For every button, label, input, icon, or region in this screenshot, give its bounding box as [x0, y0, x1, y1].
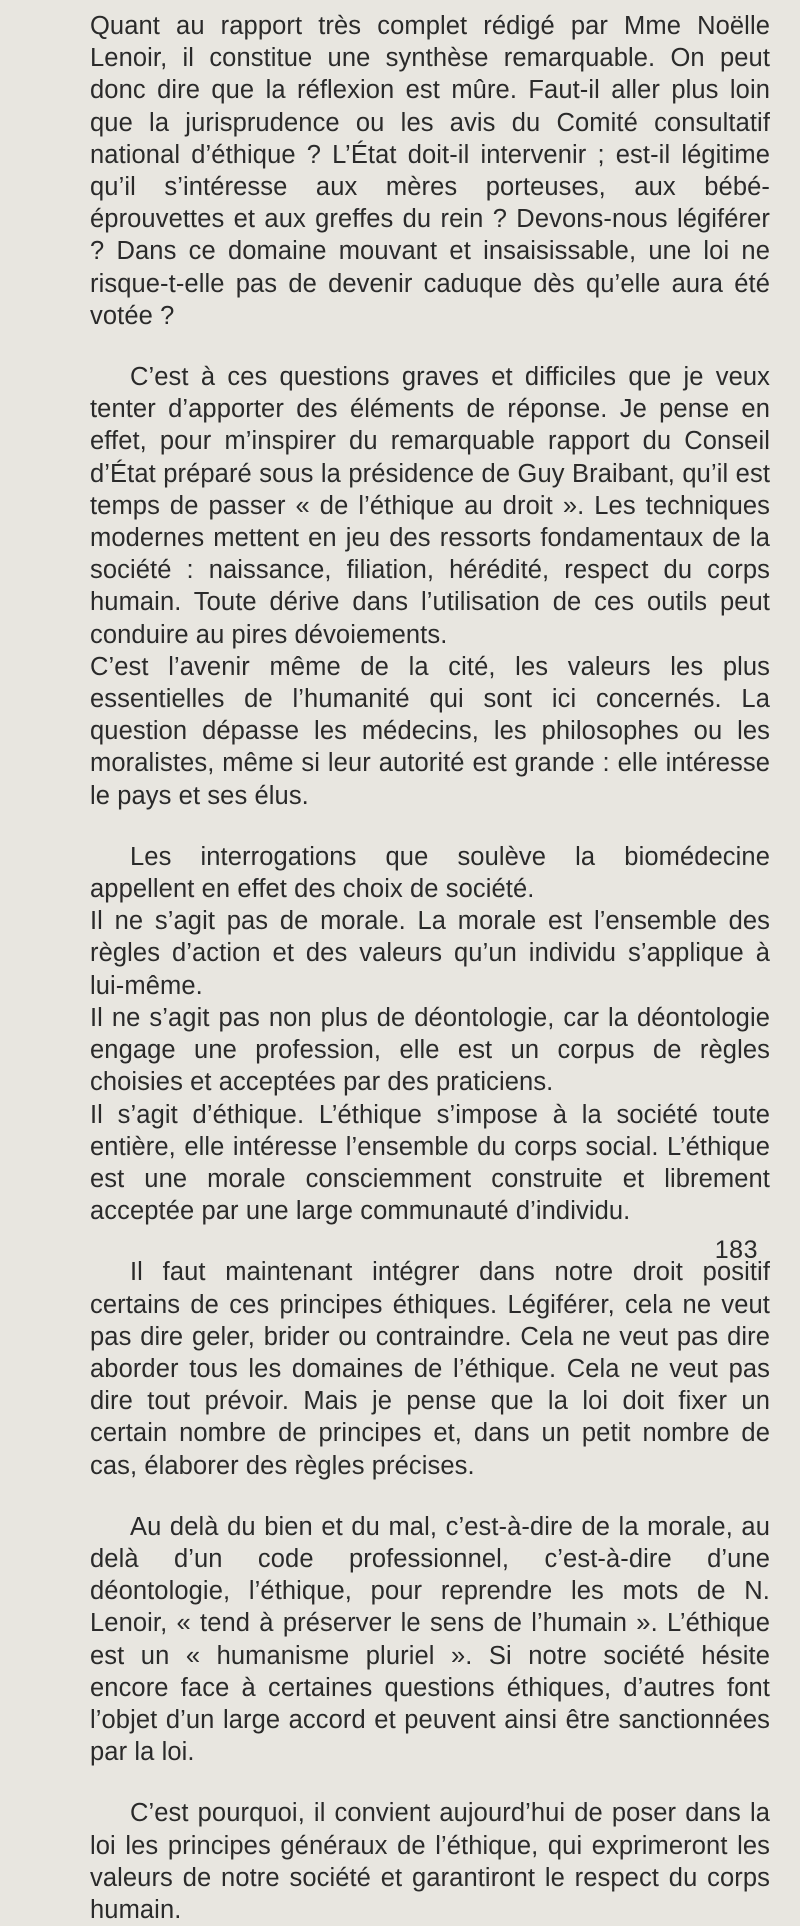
paragraph-4: Les interrogations que soulève la biomédecine appellent en effet des choix de société. — [90, 842, 770, 904]
paragraph-9: Au delà du bien et du mal, c’est-à-dire de la morale, au delà d’un code professionnel, c’est-à-dire d’une déontologie, l’éthique, pour reprendre les mots de N. Lenoir, « tend à préserver le sens de l’humain ». L’éthique est un « humanisme pluriel ». Si notre société hésite encore face à certaines questions éthiques, d’autres font l’objet d’un large accord et peuvent ainsi être sanctionnées par la loi. — [90, 1512, 770, 1767]
paragraph-6: Il ne s’agit pas non plus de déontologie, car la déontologie engage une profession, elle est un corpus de règles choisies et acceptées par des praticiens. — [90, 1003, 770, 1097]
paragraph-2: C’est à ces questions graves et difficiles que je veux tenter d’apporter des éléments de réponse. Je pense en effet, pour m’inspirer du remarquable rapport du Conseil d’État préparé sous la présidence de Guy Braibant, qu’il est temps de passer « de l’éthique au droit ». Les techniques modernes mettent en jeu des ressorts fondamentaux de la société : naissance, filiation, hérédité, respect du corps humain. Toute dérive dans l’utilisation de ces outils peut conduire au pires dévoiements. — [90, 363, 770, 649]
paragraph-10: C’est pourquoi, il convient aujourd’hui de poser dans la loi les principes généraux de l’éthique, qui exprimeront les valeurs de notre société et garantiront le respect du corps humain. — [90, 1799, 770, 1924]
paragraph-1: Quant au rapport très complet rédigé par Mme Noëlle Lenoir, il constitue une synthèse remarquable. On peut donc dire que la réflexion est mûre. Faut-il aller plus loin que la jurisprudence ou les avis du Comité consultatif national d’éthique ? L’État doit-il intervenir ; est-il légitime qu’il s’intéresse aux mères porteuses, aux bébé-éprouvettes et aux greffes du rein ? Devons-nous légiférer ? Dans ce domaine mouvant et insaisissable, une loi ne risque-t-elle pas de devenir caduque dès qu’elle aura été votée ? — [90, 12, 770, 330]
paragraph-5: Il ne s’agit pas de morale. La morale est l’ensemble des règles d’action et des valeurs qu’un individu s’applique à lui-même. — [90, 907, 770, 1000]
paragraph-8: Il faut maintenant intégrer dans notre droit positif certains de ces principes éthiques. Légiférer, cela ne veut pas dire geler, brider ou contraindre. Cela ne veut pas dire aborder tous les domaines de l’éthique. Cela ne veut pas dire tout prévoir. Mais je pense que la loi doit fixer un certain nombre de principes et, dans un petit nombre de cas, élaborer des règles précises. — [90, 1258, 770, 1480]
paragraph-7: Il s’agit d’éthique. L’éthique s’impose à la société toute entière, elle intéresse l’ensemble du corps social. L’éthique est une morale consciemment construite et librement acceptée par une large communauté d’individu. — [90, 1100, 770, 1226]
page-number: 183 — [714, 1236, 758, 1264]
paragraph-3: C’est l’avenir même de la cité, les valeurs les plus essentielles de l’humanité qui sont ici concernés. La question dépasse les médecins, les philosophes ou les moralistes, même si leur autorité est grande : elle intéresse le pays et ses élus. — [90, 652, 770, 810]
